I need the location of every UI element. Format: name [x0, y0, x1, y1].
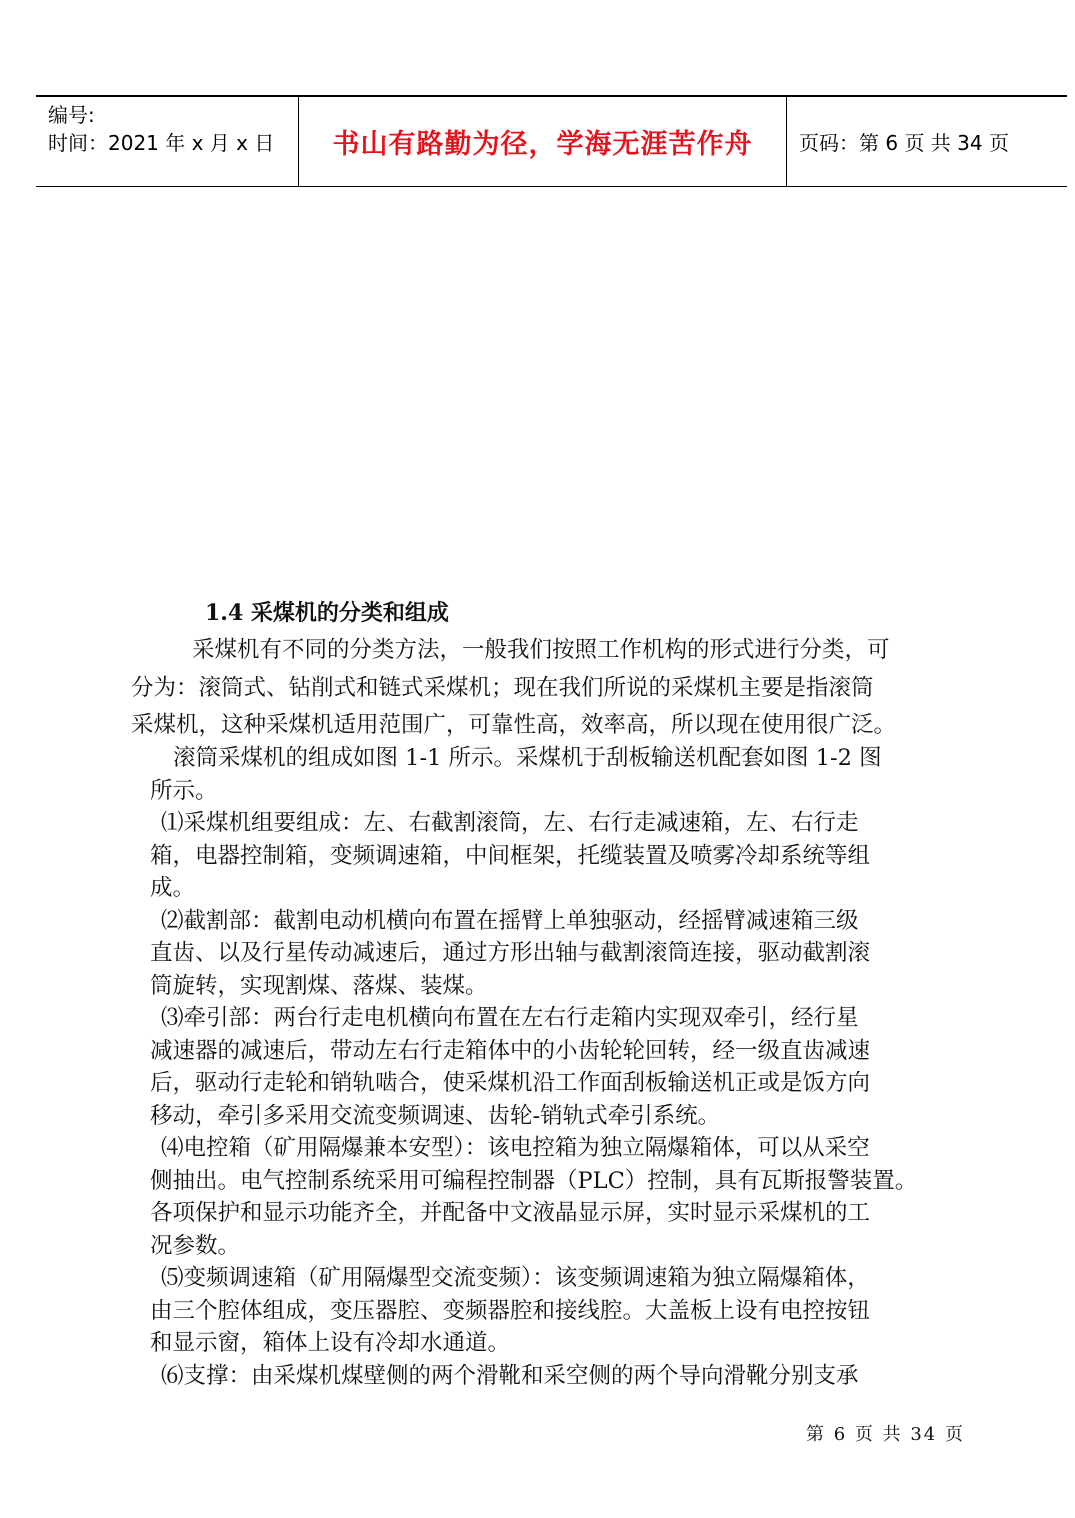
body-line: 滚筒采煤机的组成如图 1-1 所示。采煤机于刮板输送机配套如图 1-2 图 — [173, 745, 882, 771]
body-line: ⑶牵引部：两台行走电机横向布置在左右行走箱内实现双牵引，经行星 — [161, 1005, 859, 1031]
body-line: ⑷电控箱（矿用隔爆兼本安型）：该电控箱为独立隔爆箱体，可以从采空 — [161, 1135, 870, 1161]
body-line: 所示。 — [150, 778, 218, 804]
section-title: 1.4 采煤机的分类和组成 — [205, 600, 449, 626]
header-page-cell — [787, 97, 1067, 186]
body-line: 采煤机，这种采煤机适用范围广，可靠性高，效率高，所以现在使用很广泛。 — [131, 712, 897, 738]
body-line: 成。 — [150, 875, 196, 901]
body-line: ⑵截割部：截割电动机横向布置在摇臂上单独驱动，经摇臂减速箱三级 — [161, 908, 859, 934]
body-line: 和显示窗，箱体上设有冷却水通道。 — [150, 1330, 511, 1356]
header-meta — [36, 97, 299, 186]
body-line: 筒旋转，实现割煤、落煤、装煤。 — [150, 973, 488, 999]
header-motto: 书山有路勤为径，学海无涯苦作舟 — [332, 129, 753, 160]
body-line: 侧抽出。电气控制系统采用可编程控制器（PLC）控制，具有瓦斯报警装置。 — [150, 1168, 918, 1194]
body-line: 箱，电器控制箱，变频调速箱，中间框架，托缆装置及喷雾冷却系统等组 — [150, 843, 871, 869]
body-line: 况参数。 — [150, 1233, 241, 1259]
body-line: ⑹支撑：由采煤机煤壁侧的两个滑靴和采空侧的两个导向滑靴分别支承 — [161, 1363, 859, 1389]
body-line: ⑴采煤机组要组成：左、右截割滚筒，左、右行走减速箱，左、右行走 — [161, 810, 859, 836]
body-line: 各项保护和显示功能齐全，并配备中文液晶显示屏，实时显示采煤机的工 — [150, 1200, 871, 1226]
body-line: 减速器的减速后，带动左右行走箱体中的小齿轮轮回转，经一级直齿减速 — [150, 1038, 871, 1064]
body-line: 由三个腔体组成，变压器腔、变频器腔和接线腔。大盖板上设有电控按钮 — [150, 1298, 871, 1324]
body-line: ⑸变频调速箱（矿用隔爆型交流变频）：该变频调速箱为独立隔爆箱体， — [161, 1265, 870, 1291]
body-line: 直齿、以及行星传动减速后，通过方形出轴与截割滚筒连接，驱动截割滚 — [150, 940, 871, 966]
document-time-label: 时间：2021 年 x 月 x 日 — [48, 131, 275, 155]
body-line: 分为：滚筒式、钻削式和链式采煤机；现在我们所说的采煤机主要是指滚筒 — [131, 675, 874, 701]
page-header — [36, 95, 1067, 187]
body-line: 后，驱动行走轮和销轨啮合，使采煤机沿工作面刮板输送机正或是饭方向 — [150, 1070, 871, 1096]
body-line: 采煤机有不同的分类方法，一般我们按照工作机构的形式进行分类，可 — [192, 637, 890, 663]
header-motto-cell — [299, 97, 787, 186]
header-page-code: 页码：第 6 页 共 34 页 — [799, 131, 1009, 155]
page-footer: 第 6 页 共 34 页 — [806, 1424, 965, 1445]
document-number-label: 编号: — [48, 103, 95, 127]
body-line: 移动，牵引多采用交流变频调速、齿轮-销轨式牵引系统。 — [150, 1103, 721, 1129]
